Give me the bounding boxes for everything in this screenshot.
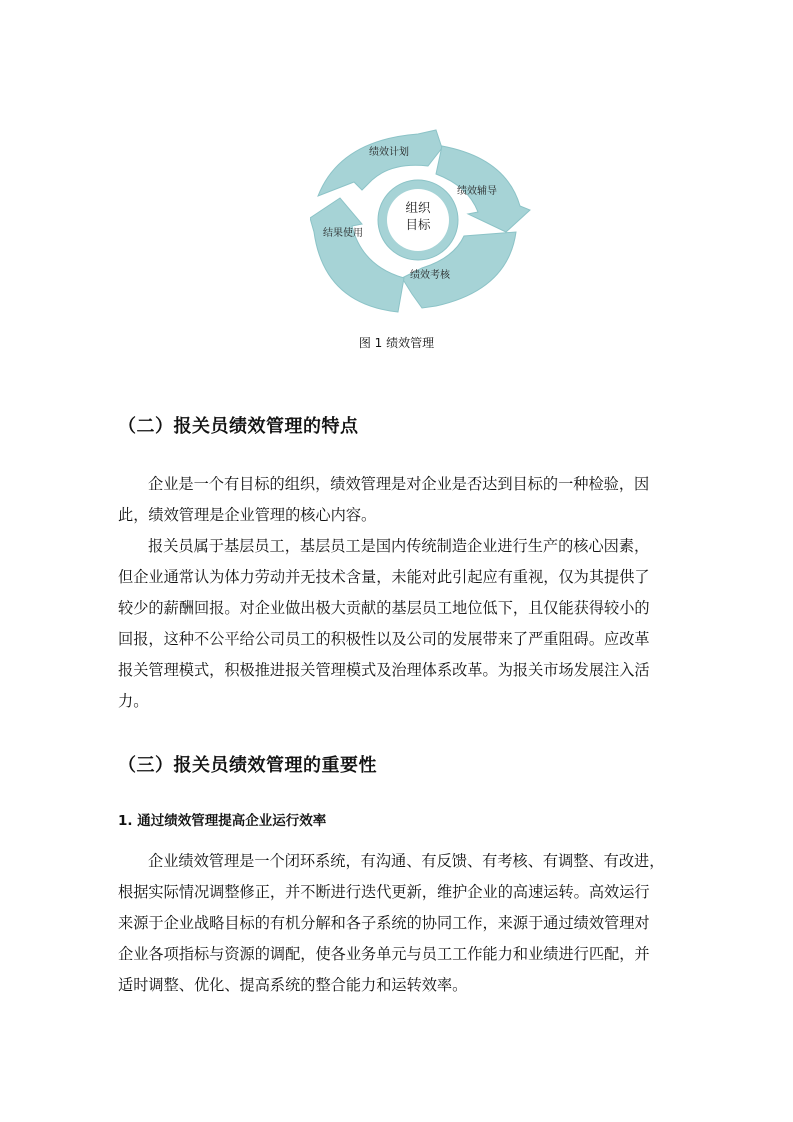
text-line: 报关管理模式，积极推进报关管理模式及治理体系改革。为报关市场发展注入活 (118, 661, 650, 679)
text-line: 回报，这种不公平给公司员工的积极性以及公司的发展带来了严重阻碍。应改革 (118, 630, 650, 648)
section2-paragraph-2 (118, 531, 678, 717)
text-line: 企业是一个有目标的组织，绩效管理是对企业是否达到目标的一种检验，因 (148, 475, 650, 493)
section3-subheading: 1. 通过绩效管理提高企业运行效率 (118, 813, 327, 829)
section3-paragraph-1 (118, 846, 678, 1001)
text-line: 企业绩效管理是一个闭环系统，有沟通、有反馈、有考核、有调整、有改进， (148, 852, 665, 870)
cycle-diagram (310, 128, 532, 316)
figure-caption: 图 1 绩效管理 (358, 336, 435, 350)
center-label-line2: 目标 (405, 217, 431, 232)
text-line: 较少的薪酬回报。对企业做出极大贡献的基层员工地位低下，且仅能获得较小的 (118, 599, 650, 617)
center-label-line1: 组织 (405, 200, 431, 215)
section3-heading: （三）报关员绩效管理的重要性 (118, 755, 377, 776)
text-line: 适时调整、优化、提高系统的整合能力和运转效率。 (118, 976, 468, 994)
segment-label-usage: 结果使用 (323, 228, 363, 239)
text-line: 根据实际情况调整修正，并不断进行迭代更新，维护企业的高速运转。高效运行 (118, 883, 650, 901)
segment-label-plan: 绩效计划 (369, 147, 409, 158)
text-line: 来源于企业战略目标的有机分解和各子系统的协同工作，来源于通过绩效管理对 (118, 914, 650, 932)
section2-paragraph-1 (118, 469, 678, 531)
segment-label-evaluation: 绩效考核 (410, 270, 450, 281)
text-line: 企业各项指标与资源的调配，使各业务单元与员工工作能力和业绩进行匹配，并 (118, 945, 650, 963)
section2-heading: （二）报关员绩效管理的特点 (118, 416, 359, 437)
performance-cycle-figure (310, 128, 532, 316)
text-line: 力。 (118, 692, 149, 710)
text-line: 报关员属于基层员工，基层员工是国内传统制造企业进行生产的核心因素， (148, 537, 650, 555)
text-line: 此，绩效管理是企业管理的核心内容。 (118, 506, 377, 524)
text-line: 但企业通常认为体力劳动并无技术含量，未能对此引起应有重视，仅为其提供了 (118, 568, 650, 586)
segment-label-coaching: 绩效辅导 (457, 186, 497, 197)
